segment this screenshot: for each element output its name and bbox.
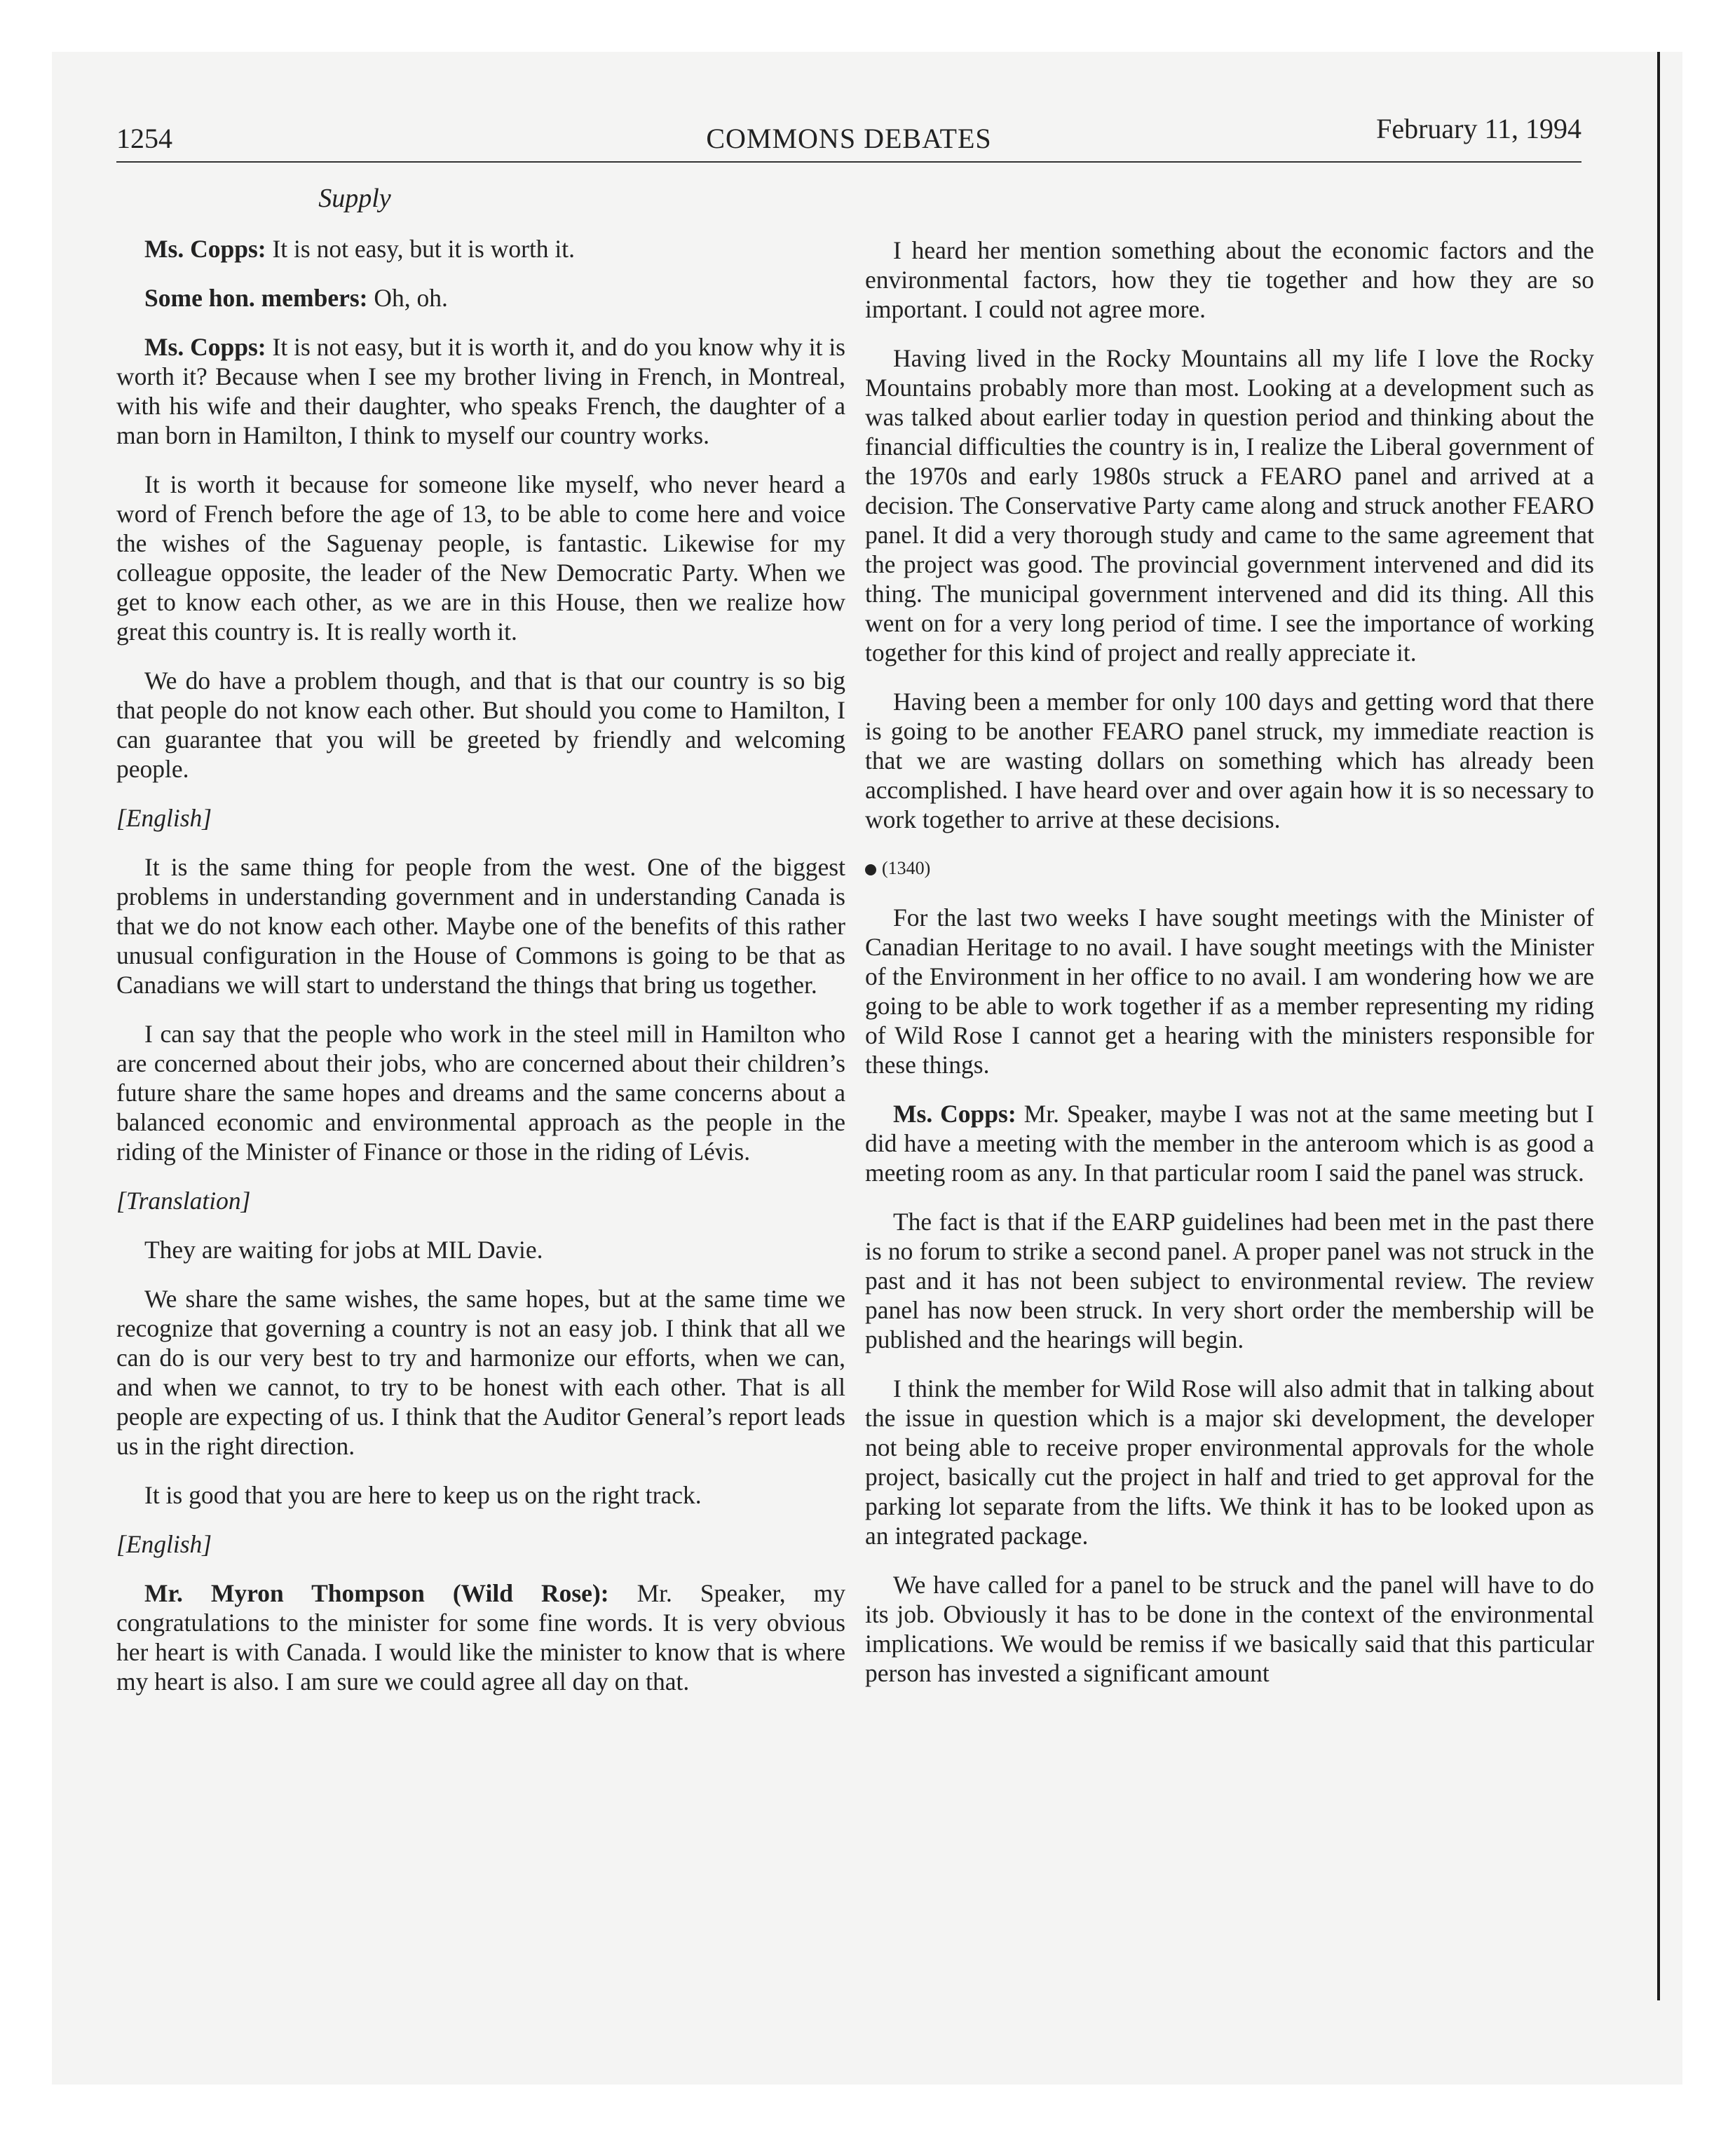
publication-title: COMMONS DEBATES — [706, 123, 992, 154]
paragraph: We share the same wishes, the same hopes, but at the same time we recognize that governing a country is not an easy job. I think that all we can do is our very best to try and harmonize our efforts, when we can, and when we cannot, to try to be honest with each other. That is all people are expecting of us. I think that the Auditor General’s report leads us in the right direction. — [116, 1285, 845, 1460]
language-marker: [Translation] — [116, 1187, 251, 1215]
speaker-name: Mr. Myron Thompson (Wild Rose): — [144, 1579, 609, 1607]
paragraph-text: It is not easy, but it is worth it, and do you know why it is worth it? Because when I see my brother living in French, in Montreal, with his wife and their daughter, who speaks French, the daughter of a man born in Hamilton, I think to myself our country works. — [116, 333, 845, 449]
paragraph: Having lived in the Rocky Mountains all my life I love the Rocky Mountains probably more than most. Looking at a development such as was talked about earlier today in question period and thinking about the financial difficulties the country is in, I realize the Liberal government of the 1970s and early 1980s struck a FEARO panel and arrived at a decision. The Conservative Party came along and struck another FEARO panel. It did a very thorough study and came to the same agreement that the project was good. The provincial government intervened and did its thing. The municipal government intervened and did its thing. All this went on for a very long period of time. I see the importance of working together for this kind of project and really appreciate it. — [865, 344, 1594, 667]
paragraph: It is worth it because for someone like myself, who never heard a word of French before the age of 13, to be able to come here and voice the wishes of the Saguenay people, is fantastic. Likewise for my colleague opposite, the leader of the New Democratic Party. When we get to know each other, as we are in this House, then we realize how great this country is. It is really worth it. — [116, 470, 845, 646]
left-column — [116, 184, 845, 1716]
paragraph: I heard her mention something about the economic factors and the environmental factors, how they tie together and how they are so important. I could not agree more. — [865, 236, 1594, 323]
paragraph: I can say that the people who work in the steel mill in Hamilton who are concerned about their jobs, who are concerned about their children’s future share the same hopes and dreams and the same concerns about a balanced economic and environmental approach as the people in the riding of the Minister of Finance or those in the riding of Lévis. — [116, 1020, 845, 1166]
paragraph — [116, 234, 845, 264]
paragraph: We have called for a panel to be struck and the panel will have to do its job. Obviously it has to be done in the context of the environmental implications. We would be remiss if we basically said that this particular person has invested a significant amount — [865, 1571, 1594, 1687]
header-rule — [116, 161, 1581, 163]
paragraph: The fact is that if the EARP guidelines had been met in the past there is no forum to strike a second panel. A proper panel was not struck in the past and it has not been subject to environmental review. The review panel has now been struck. In very short order the membership will be published and the hearings will begin. — [865, 1208, 1594, 1353]
language-marker: [English] — [116, 804, 212, 832]
paragraph-text: Mr. Speaker, maybe I was not at the same meeting but I did have a meeting with the member in the anteroom which is as good a meeting room as any. In that particular room I said the panel was struck. — [865, 1100, 1594, 1187]
paragraph — [116, 332, 845, 450]
speaker-name: Some hon. members: — [144, 284, 368, 312]
section-heading: Supply — [318, 184, 391, 213]
time-marker-text: (1340) — [882, 858, 931, 878]
page-header — [116, 112, 1581, 161]
scan-edge-line — [1657, 52, 1660, 2000]
paragraph: For the last two weeks I have sought meetings with the Minister of Canadian Heritage to no avail. I have sought meetings with the Minister of the Environment in her office to no avail. I am wondering how we are going to be able to work together if as a member representing my riding of Wild Rose I cannot get a hearing with the ministers responsible for these things. — [865, 903, 1594, 1079]
paragraph: It is the same thing for people from the west. One of the biggest problems in understanding government and in understanding Canada is that we do not know each other. Maybe one of the benefits of this rather unusual configuration in the House of Commons is going to be that as Canadians we will start to understand the things that bring us together. — [116, 853, 845, 999]
right-column — [865, 236, 1594, 1707]
paragraph: It is good that you are here to keep us on the right track. — [144, 1481, 702, 1509]
page-date: February 11, 1994 — [1376, 113, 1581, 144]
paragraph — [865, 1099, 1594, 1187]
speaker-name: Ms. Copps: — [144, 235, 266, 263]
paragraph: They are waiting for jobs at MIL Davie. — [144, 1236, 543, 1264]
paragraph — [116, 283, 845, 313]
language-marker: [English] — [116, 1530, 212, 1558]
speaker-name: Ms. Copps: — [144, 333, 266, 361]
page-number: 1254 — [116, 123, 172, 154]
paragraph: I think the member for Wild Rose will also admit that in talking about the issue in question which is a major ski development, the developer not being able to receive proper environmental approvals for the whole project, basically cut the project in half and tried to get approval for the parking lot separate from the lifts. We think it has to be looked upon as an integrated package. — [865, 1374, 1594, 1550]
paragraph — [116, 1578, 845, 1696]
bullet-icon — [865, 864, 876, 875]
paragraph: We do have a problem though, and that is that our country is so big that people do not know each other. But should you come to Hamilton, I can guarantee that you will be greeted by friendly and welcoming people. — [116, 667, 845, 783]
time-marker — [865, 854, 1594, 883]
speaker-name: Ms. Copps: — [893, 1100, 1016, 1128]
paragraph-text: Mr. Speaker, my congratulations to the minister for some fine words. It is very obvious her heart is with Canada. I would like the minister to know that is where my heart is also. I am sure we could agree all day on that. — [116, 1579, 845, 1696]
paragraph-text: Oh, oh. — [367, 284, 448, 312]
paragraph: Having been a member for only 100 days and getting word that there is going to be another FEARO panel struck, my immediate reaction is that we are wasting dollars on something which has already been accomplished. I have heard over and over again how it is so necessary to work together to arrive at these decisions. — [865, 688, 1594, 833]
paragraph-text: It is not easy, but it is worth it. — [266, 235, 576, 263]
